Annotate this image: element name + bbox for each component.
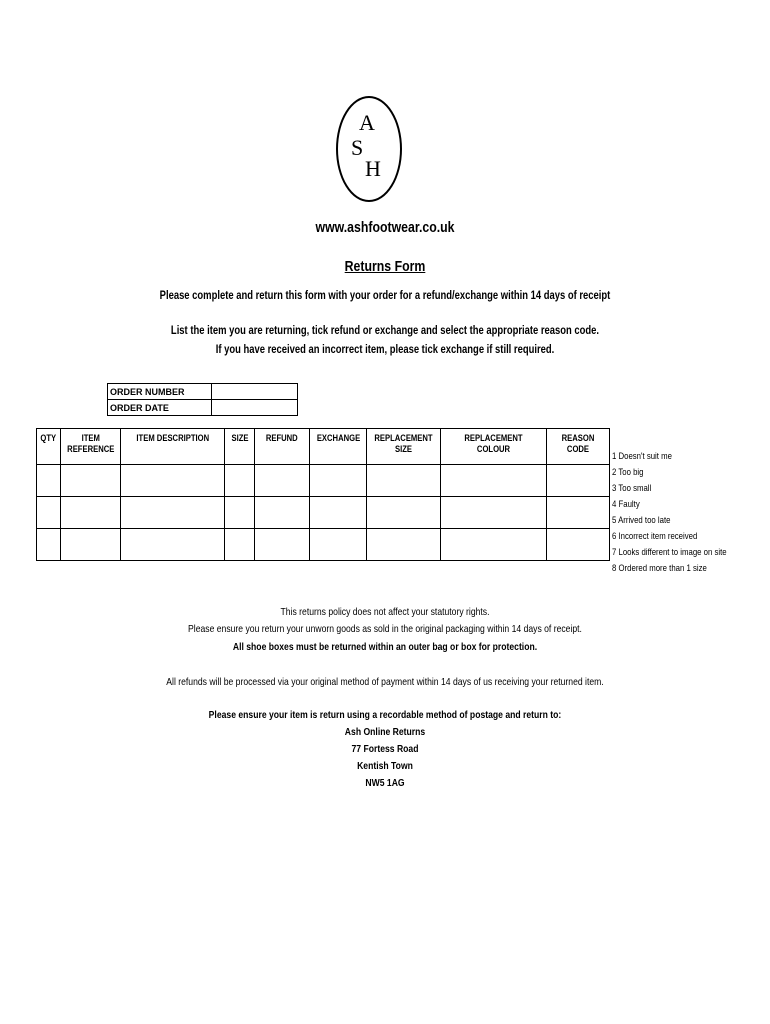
header-replacement-size-text: REPLACEMENT SIZE [374,433,433,454]
ash-logo [336,96,402,202]
returns-heading [0,709,770,721]
address-line-2 [0,743,770,755]
row-3-replacement-size[interactable] [367,529,441,561]
page-title-text: Returns Form [344,258,426,275]
instruction-line-2-text: If you have received an incorrect item, please tick exchange if still required. [215,344,555,356]
header-exchange-text: EXCHANGE [316,433,360,443]
row-3-item-description[interactable] [121,529,225,561]
row-1-item-reference[interactable] [60,465,121,497]
row-1-reason-code[interactable] [547,465,610,497]
logo-letter-a: A [359,110,375,135]
instruction-line-2 [0,344,770,356]
order-number-field[interactable] [212,384,298,400]
row-2-qty[interactable] [37,497,61,529]
returns-items-table [36,428,610,561]
header-exchange [310,429,367,465]
list-item: 7 Looks different to image on site [612,547,727,558]
header-replacement-colour-text: REPLACEMENT COLOUR [464,433,523,454]
intro-text-line: Please complete and return this form with your order for a refund/exchange within 14 days of receipt [159,290,611,302]
order-number-row [108,384,298,400]
row-1-qty[interactable] [37,465,61,497]
header-item-description-text: ITEM DESCRIPTION [136,433,209,443]
row-3-size[interactable] [225,529,255,561]
page-title [0,258,770,275]
row-3-refund[interactable] [255,529,310,561]
logo-letter-s: S [351,135,364,160]
order-number-label [108,384,212,400]
policy-condition [0,623,770,635]
header-refund-text: REFUND [266,433,298,443]
reason-codes-list [612,449,752,577]
instruction-line-1-text: List the item you are returning, tick refund or exchange and select the appropriate reason code. [170,325,600,337]
header-size-text: SIZE [231,433,249,443]
list-item: 5 Arrived too late [612,515,671,526]
row-3-item-reference[interactable] [60,529,121,561]
address-line-1-text: Ash Online Returns [344,726,426,738]
header-replacement-colour [441,429,547,465]
row-3-exchange[interactable] [310,529,367,561]
policy-boxes-text: All shoe boxes must be returned within an outer bag or box for protection. [232,641,538,653]
row-1-size[interactable] [225,465,255,497]
row-3-qty[interactable] [37,529,61,561]
row-1-refund[interactable] [255,465,310,497]
policy-statutory [0,606,770,618]
row-3-replacement-colour[interactable] [441,529,547,561]
row-2-replacement-colour[interactable] [441,497,547,529]
header-replacement-size [367,429,441,465]
policy-condition-text: Please ensure you return your unworn goods as sold in the original packaging within 14 days of receipt. [188,623,582,635]
row-3-reason-code[interactable] [547,529,610,561]
header-item-reference-text: ITEM REFERENCE [66,433,114,454]
table-header-row [37,429,610,465]
website-url[interactable] [0,219,770,236]
order-date-field[interactable] [212,400,298,416]
list-item: 3 Too small [612,483,652,494]
row-2-exchange[interactable] [310,497,367,529]
order-date-row [108,400,298,416]
table-row [37,497,610,529]
policy-refunds [0,676,770,688]
policy-refunds-text: All refunds will be processed via your original method of payment within 14 days of us receiving your returned item. [166,676,604,688]
policy-statutory-text: This returns policy does not affect your statutory rights. [280,606,490,618]
address-line-4-text: NW5 1AG [365,777,405,789]
header-qty-text: QTY [40,433,57,443]
address-line-3 [0,760,770,772]
table-row [37,529,610,561]
row-1-replacement-colour[interactable] [441,465,547,497]
address-line-2-text: 77 Fortess Road [351,743,419,755]
header-refund [255,429,310,465]
address-line-1 [0,726,770,738]
website-url-text: www.ashfootwear.co.uk [315,219,455,236]
header-reason-code [547,429,610,465]
row-2-refund[interactable] [255,497,310,529]
header-reason-code-text: REASON CODE [561,433,595,454]
row-2-item-reference[interactable] [60,497,121,529]
header-item-reference [60,429,121,465]
list-item: 1 Doesn't suit me [612,451,672,462]
address-line-4 [0,777,770,789]
header-size [225,429,255,465]
order-date-label [108,400,212,416]
row-2-size[interactable] [225,497,255,529]
header-qty [37,429,61,465]
row-2-item-description[interactable] [121,497,225,529]
intro-text [0,290,770,302]
order-details-table [107,383,298,416]
address-line-3-text: Kentish Town [357,760,413,772]
row-1-exchange[interactable] [310,465,367,497]
list-item: 8 Ordered more than 1 size [612,563,707,574]
policy-boxes [0,641,770,653]
returns-heading-text: Please ensure your item is return using a recordable method of postage and return to: [208,709,562,721]
order-number-label-text: ORDER NUMBER [110,386,185,397]
row-1-replacement-size[interactable] [367,465,441,497]
row-1-item-description[interactable] [121,465,225,497]
list-item: 4 Faulty [612,499,640,510]
header-item-description [121,429,225,465]
instruction-line-1 [0,325,770,337]
row-2-replacement-size[interactable] [367,497,441,529]
table-row [37,465,610,497]
list-item: 6 Incorrect item received [612,531,698,542]
logo-letter-h: H [365,156,381,181]
order-date-label-text: ORDER DATE [110,402,169,413]
row-2-reason-code[interactable] [547,497,610,529]
list-item: 2 Too big [612,467,644,478]
